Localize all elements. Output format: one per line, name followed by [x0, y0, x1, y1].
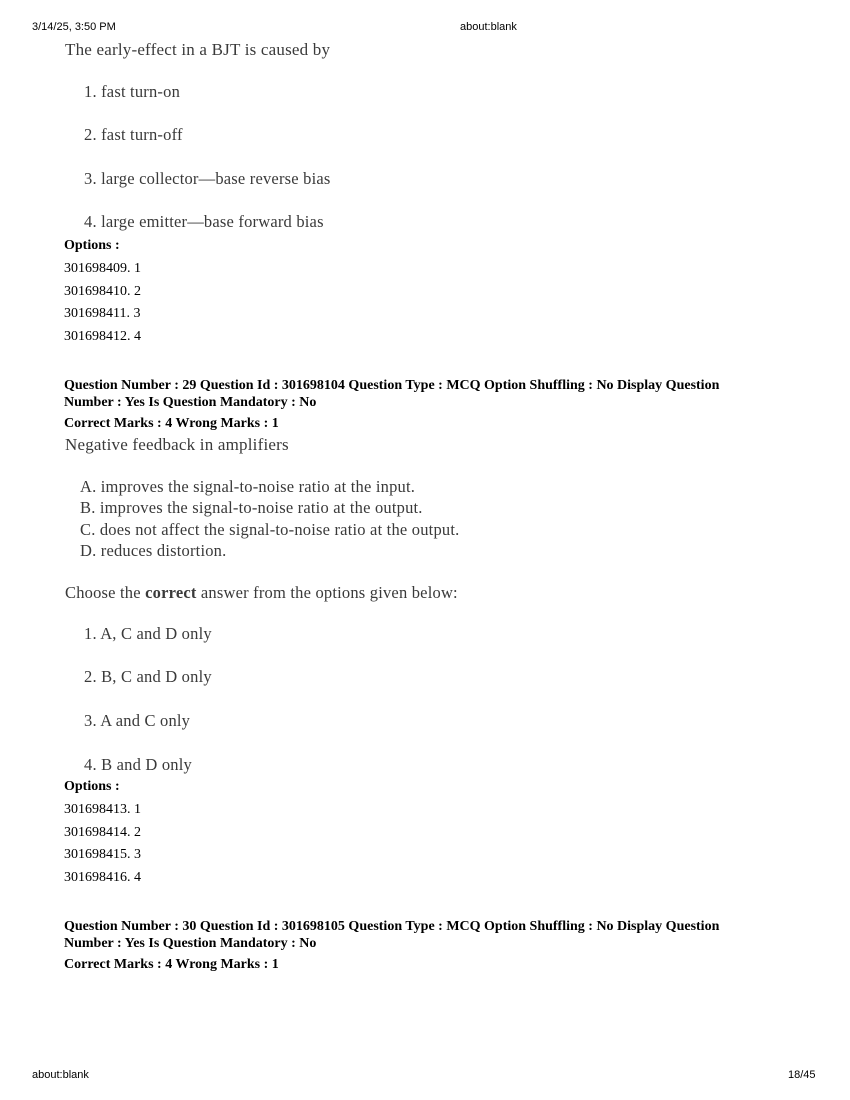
- q28-option-4: 301698412. 4: [64, 329, 141, 344]
- q29-statement-c: C. does not affect the signal-to-noise ratio at the output.: [80, 520, 460, 539]
- q29-meta-line2: Number : Yes Is Question Mandatory : No: [64, 395, 317, 410]
- print-datetime: 3/14/25, 3:50 PM: [32, 21, 116, 33]
- q28-stem: The early-effect in a BJT is caused by: [65, 40, 331, 59]
- q29-statement-d: D. reduces distortion.: [80, 541, 227, 560]
- q28-option-3: 301698411. 3: [64, 306, 141, 321]
- q28-option-2: 301698410. 2: [64, 284, 141, 299]
- q29-choice-3: 3. A and C only: [84, 711, 191, 730]
- q28-choice-3: 3. large collector—base reverse bias: [84, 169, 331, 188]
- q29-instruction-bold: correct: [145, 583, 197, 602]
- print-footer-url: about:blank: [32, 1069, 89, 1081]
- q29-choice-2: 2. B, C and D only: [84, 667, 212, 686]
- q29-instruction: [65, 583, 458, 603]
- q29-option-3: 301698415. 3: [64, 847, 141, 862]
- q30-meta-line1: Question Number : 30 Question Id : 301698105 Question Type : MCQ Option Shuffling : No Display Question: [64, 919, 720, 934]
- q28-choice-1: 1. fast turn-on: [84, 82, 181, 101]
- q29-marks: Correct Marks : 4 Wrong Marks : 1: [64, 416, 279, 431]
- q29-choice-4: 4. B and D only: [84, 755, 192, 774]
- print-title: about:blank: [460, 21, 517, 33]
- q29-meta-line1: Question Number : 29 Question Id : 301698104 Question Type : MCQ Option Shuffling : No Display Question: [64, 378, 720, 393]
- q29-option-1: 301698413. 1: [64, 802, 141, 817]
- q28-options-label: Options :: [64, 238, 120, 253]
- q29-instruction-post: answer from the options given below:: [196, 583, 458, 602]
- q29-option-2: 301698414. 2: [64, 825, 141, 840]
- q29-choice-1: 1. A, C and D only: [84, 624, 212, 643]
- print-page-number: 18/45: [788, 1069, 816, 1081]
- q28-option-1: 301698409. 1: [64, 261, 141, 276]
- q29-options-label: Options :: [64, 779, 120, 794]
- q29-stem: Negative feedback in amplifiers: [65, 435, 289, 454]
- q29-statement-b: B. improves the signal-to-noise ratio at the output.: [80, 498, 423, 517]
- q29-statement-a: A. improves the signal-to-noise ratio at the input.: [80, 477, 416, 496]
- q28-choice-2: 2. fast turn-off: [84, 125, 183, 144]
- q30-meta-line2: Number : Yes Is Question Mandatory : No: [64, 936, 317, 951]
- q30-marks: Correct Marks : 4 Wrong Marks : 1: [64, 957, 279, 972]
- q29-option-4: 301698416. 4: [64, 870, 141, 885]
- q28-choice-4: 4. large emitter—base forward bias: [84, 212, 324, 231]
- q29-instruction-pre: Choose the: [65, 583, 146, 602]
